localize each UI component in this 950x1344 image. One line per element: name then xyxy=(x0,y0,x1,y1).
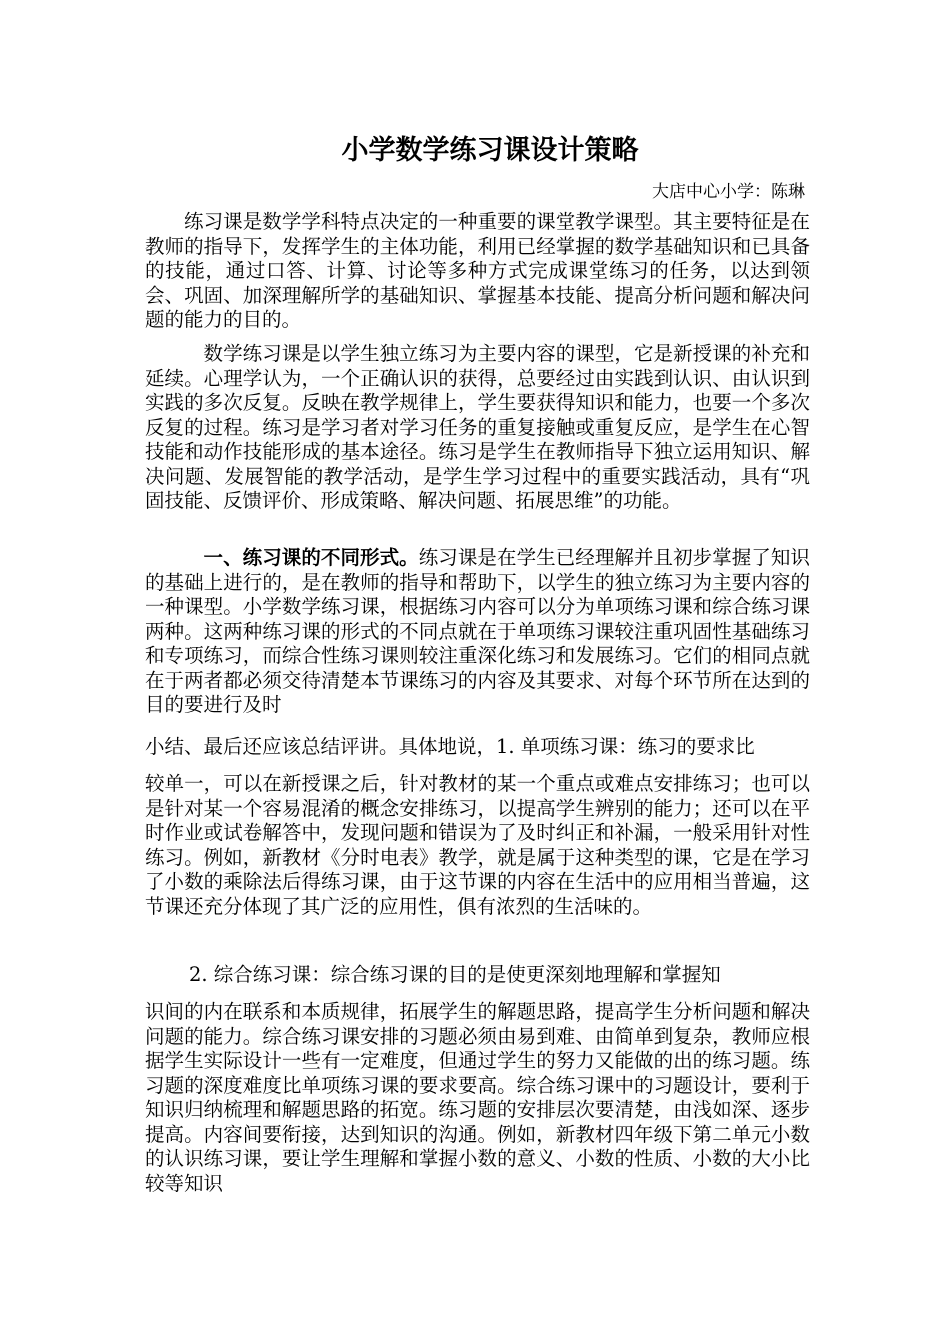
author-line: 大店中心小学：陈琳 xyxy=(652,182,805,202)
paragraph-comprehensive-practice: 识间的内在联系和本质规律，拓展学生的解题思路，提高学生分析问题和解决问题的能力。综合练习课安排的习题必须由易到难、由简单到复杂，教师应根据学生实际设计一些有一定难度，但通过学生的努力又能做的出的练习题。练习题的深度难度比单项练习课的要求要高。综合练习课中的习题设计，要利于知识归纳梳理和解题思路的拓宽。练习题的安排层次要清楚，由浅如深、逐步提高。内容间要衔接，达到知识的沟通。例如，新教材四年级下第二单元小数的认识练习课，要让学生理解和掌握小数的意义、小数的性质、小数的大小比较等知识 xyxy=(145,1000,810,1195)
paragraph-comprehensive-heading: 2. 综合练习课：综合练习课的目的是使更深刻地理解和掌握知 xyxy=(189,963,721,986)
paragraph-intro: 练习课是数学学科特点决定的一种重要的课堂教学课型。其主要特征是在教师的指导下，发挥学生的主体功能，利用已经掌握的数学基础知识和已具备的技能，通过口答、计算、讨论等多种方式完成课堂练习的任务，以达到领会、巩固、加深理解所学的基础知识、掌握基本技能、提高分析问题和解决问题的能力的目的。 xyxy=(145,210,810,331)
paragraph-single-practice: 较单一，可以在新授课之后，针对教材的某一个重点或难点安排练习；也可以是针对某一个容易混淆的概念安排练习，以提高学生辨别的能力；还可以在平时作业或试卷解答中，发现问题和错误为了及时纠正和补漏，一般采用针对性练习。例如，新教材《分时电表》教学，就是属于这种类型的课，它是在学习了小数的乘除法后得练习课，由于这节课的内容在生活中的应用相当普遍，这节课还充分体现了其广泛的应用性，俱有浓烈的生活味的。 xyxy=(145,772,810,918)
paragraph-definition: 数学练习课是以学生独立练习为主要内容的课型，它是新授课的补充和延续。心理学认为，一个正确认识的获得，总要经过由实践到认识、由认识到实践的多次反复。反映在教学规律上，学生要获得知识和能力，也要一个多次反复的过程。练习是学习者对学习任务的重复接触或重复反应，是学生在心智技能和动作技能形成的基本途径。练习是学生在教师指导下独立运用知识、解决问题、发展智能的教学活动，是学生学习过程中的重要实践活动，具有“巩固技能、反馈评价、形成策略、解决问题、拓展思维”的功能。 xyxy=(145,342,810,512)
paragraph-section-one-tail: 小结、最后还应该总结评讲。具体地说，1. 单项练习课：练习的要求比 xyxy=(145,735,755,758)
document-title: 小学数学练习课设计策略 xyxy=(341,135,639,166)
section-heading: 一、练习课的不同形式。 xyxy=(203,546,419,569)
section-one-body: 练习课是在学生已经理解并且初步掌握了知识的基础上进行的，是在教师的指导和帮助下，以学生的独立练习为主要内容的一种课型。小学数学练习课，根据练习内容可以分为单项练习课和综合练习课两种。这两种练习课的形式的不同点就在于单项练习课较注重巩固性基础练习和专项练习，而综合性练习课则较注重深化练习和发展练习。它们的相同点就在于两者都必须交待清楚本节课练习的内容及其要求、对每个环节所在达到的目的要进行及时 xyxy=(145,546,810,716)
paragraph-section-one xyxy=(145,546,810,718)
